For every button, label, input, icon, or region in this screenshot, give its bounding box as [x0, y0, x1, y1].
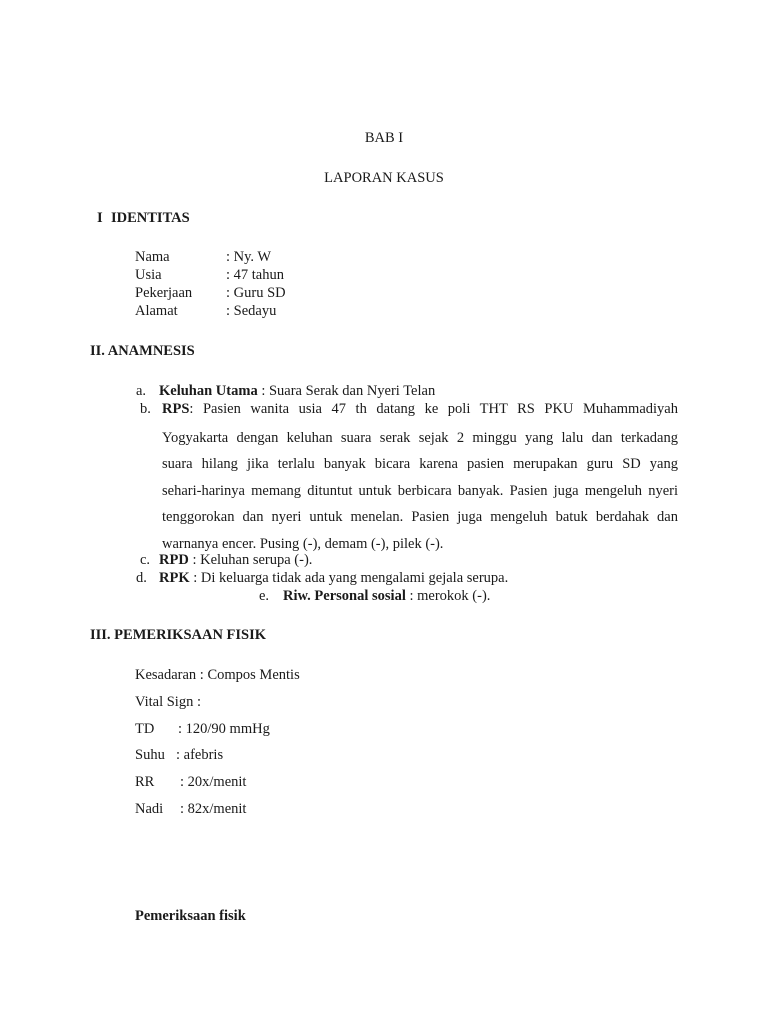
rps-label: RPS	[162, 401, 190, 417]
section-anamnesis-heading: II. ANAMNESIS	[90, 343, 195, 359]
rps-line: Yogyakarta dengan keluhan suara serak sejak 2 minggu yang lalu dan terkadang	[162, 430, 678, 446]
identity-value-alamat: : Sedayu	[226, 303, 277, 319]
rps-first-line-text: : Pasien wanita usia 47 th datang ke poli THT RS PKU Muhammadiyah	[189, 401, 678, 417]
item-b-first-line	[162, 400, 678, 418]
rpd-label: RPD	[159, 552, 189, 568]
item-c-marker: c.	[140, 552, 151, 568]
vital-label-rr: RR	[135, 774, 155, 790]
rps-body	[162, 425, 678, 557]
section-pemeriksaan-heading: III. PEMERIKSAAN FISIK	[90, 627, 267, 643]
kesadaran-line: Kesadaran : Compos Mentis	[135, 667, 300, 683]
identity-value-pekerjaan: : Guru SD	[226, 285, 286, 301]
chapter-title: BAB I	[364, 130, 404, 146]
identity-label-alamat: Alamat	[135, 303, 178, 319]
item-e-marker: e.	[259, 588, 270, 604]
vital-label-td: TD	[135, 721, 155, 737]
rpk-label: RPK	[159, 570, 190, 586]
vital-label-nadi: Nadi	[135, 801, 164, 817]
item-a-marker: a.	[136, 383, 147, 399]
vital-value-td: : 120/90 mmHg	[178, 721, 270, 737]
vital-value-suhu: : afebris	[176, 747, 224, 763]
section-identitas-heading: IDENTITAS	[111, 210, 190, 226]
rps-line: tenggorokan dan nyeri untuk menelan. Pasien juga mengeluh batuk berdahak dan	[162, 509, 678, 526]
item-d-line	[159, 569, 508, 587]
vital-sign-label: Vital Sign :	[135, 694, 201, 710]
riw-personal-sosial-text: : merokok (-).	[405, 588, 491, 604]
item-e-line	[283, 587, 490, 605]
pemeriksaan-fisik-subheading: Pemeriksaan fisik	[135, 908, 246, 924]
report-title: LAPORAN KASUS	[324, 170, 444, 186]
vital-value-rr: : 20x/menit	[180, 774, 247, 790]
vital-value-nadi: : 82x/menit	[180, 801, 247, 817]
item-c-line	[159, 551, 312, 569]
vital-label-suhu: Suhu	[135, 747, 165, 763]
keluhan-utama-text: : Suara Serak dan Nyeri Telan	[257, 383, 436, 399]
identity-value-nama: : Ny. W	[226, 249, 272, 265]
rpk-text: : Di keluarga tidak ada yang mengalami gejala serupa.	[189, 570, 509, 586]
identity-label-nama: Nama	[135, 249, 170, 265]
identity-label-pekerjaan: Pekerjaan	[135, 285, 193, 301]
item-b-marker: b.	[140, 401, 151, 417]
keluhan-utama-label: Keluhan Utama	[159, 383, 258, 399]
identity-value-usia: : 47 tahun	[226, 267, 284, 283]
rpd-text: : Keluhan serupa (-).	[188, 552, 313, 568]
rps-line: suara hilang jika terlalu banyak bicara karena pasien merupakan guru SD yang	[162, 456, 678, 473]
item-a-line	[159, 382, 435, 400]
rps-line: warnanya encer. Pusing (-), demam (-), pilek (-).	[162, 535, 444, 552]
riw-personal-sosial-label: Riw. Personal sosial	[283, 588, 406, 604]
item-d-marker: d.	[136, 570, 147, 586]
section-identitas-number: I	[97, 210, 103, 226]
rps-line: sehari-harinya memang dituntut untuk berbicara banyak. Pasien juga mengeluh nyeri	[162, 482, 678, 499]
identity-label-usia: Usia	[135, 267, 162, 283]
